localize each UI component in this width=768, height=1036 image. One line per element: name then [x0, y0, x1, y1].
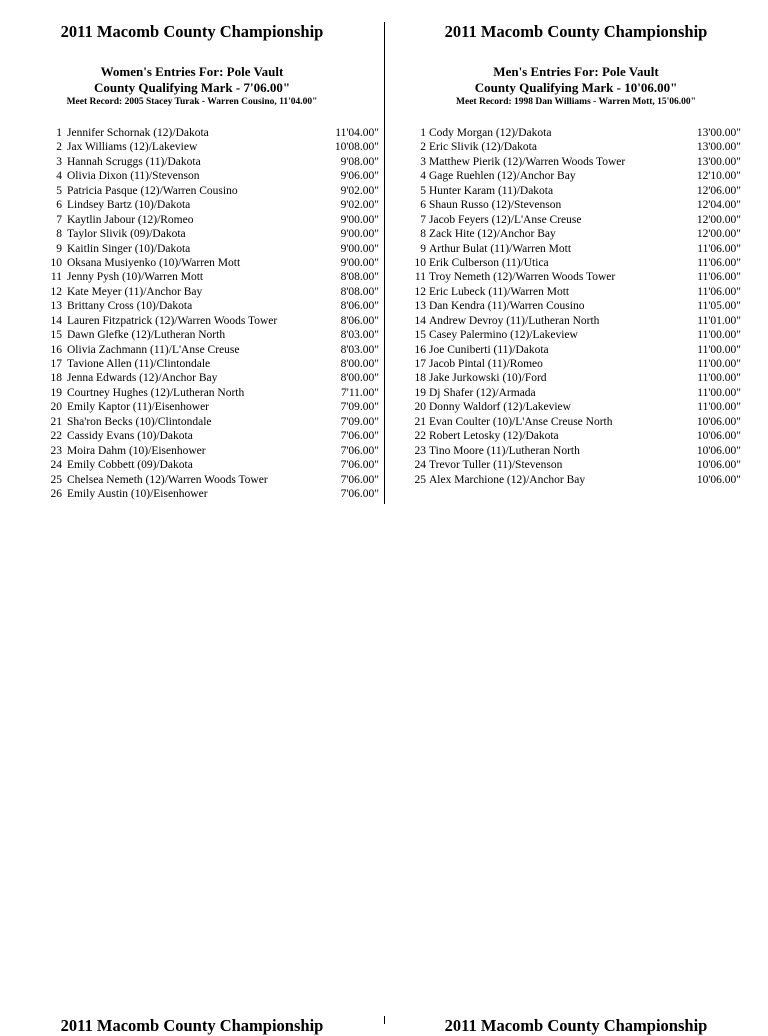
- entry-number: 18: [414, 372, 426, 385]
- entry-number: 11: [50, 271, 62, 284]
- athlete-name: Jake Jurkowski (10)/Ford: [429, 372, 547, 385]
- athlete-name: Erik Culberson (11)/Utica: [429, 256, 549, 269]
- entry-row: [384, 140, 768, 154]
- entry-number: 8: [56, 228, 62, 241]
- entry-mark: 7'09.00": [340, 401, 379, 414]
- entry-row: [384, 299, 768, 313]
- entry-row: [384, 213, 768, 227]
- entry-number: 14: [414, 314, 426, 327]
- athlete-name: Emily Cobbett (09)/Dakota: [67, 459, 193, 472]
- meet-record: Meet Record: 1998 Dan Williams - Warren Mott, 15'06.00": [456, 97, 696, 107]
- entry-row: [0, 242, 384, 256]
- entry-mark: 10'06.00": [696, 415, 741, 428]
- entries-heading: Men's Entries For: Pole Vault: [493, 64, 659, 79]
- entry-number: 8: [420, 228, 426, 241]
- athlete-name: Jenny Pysh (10)/Warren Mott: [67, 271, 204, 284]
- athlete-name: Dawn Glefke (12)/Lutheran North: [67, 329, 226, 342]
- entry-mark: 11'00.00": [697, 401, 741, 414]
- entry-mark: 8'00.00": [340, 372, 379, 385]
- entry-mark: 12'00.00": [696, 213, 741, 226]
- athlete-name: Jenna Edwards (12)/Anchor Bay: [67, 372, 218, 385]
- athlete-name: Gage Ruehlen (12)/Anchor Bay: [429, 170, 576, 183]
- entry-row: [0, 343, 384, 357]
- athlete-name: Hannah Scruggs (11)/Dakota: [67, 155, 201, 168]
- athlete-name: Casey Palermino (12)/Lakeview: [429, 329, 578, 342]
- athlete-name: Trevor Tuller (11)/Stevenson: [429, 459, 563, 472]
- entry-mark: 7'09.00": [340, 415, 379, 428]
- entry-row: [0, 386, 384, 400]
- entry-mark: 11'06.00": [697, 242, 741, 255]
- entry-mark: 13'00.00": [696, 141, 741, 154]
- entry-mark: 11'00.00": [697, 372, 741, 385]
- entry-mark: 11'00.00": [697, 386, 741, 399]
- entry-row: [0, 256, 384, 270]
- entry-mark: 10'06.00": [696, 444, 741, 457]
- entry-row: [0, 270, 384, 284]
- entry-number: 9: [420, 242, 426, 255]
- entry-row: [384, 415, 768, 429]
- entry-mark: 11'01.00": [697, 314, 741, 327]
- athlete-name: Kaitlin Singer (10)/Dakota: [67, 242, 191, 255]
- athlete-name: Taylor Slivik (09)/Dakota: [67, 228, 186, 241]
- entry-mark: 8'03.00": [340, 343, 379, 356]
- entry-mark: 8'08.00": [340, 271, 379, 284]
- entry-row: [0, 400, 384, 414]
- entry-row: [384, 126, 768, 140]
- entry-mark: 13'00.00": [696, 127, 741, 139]
- page-title: 2011 Macomb County Championship: [444, 22, 708, 41]
- entry-row: [0, 169, 384, 183]
- entry-row: [384, 270, 768, 284]
- entry-row: [384, 169, 768, 183]
- entry-mark: 9'02.00": [340, 184, 379, 197]
- entry-number: 2: [56, 141, 62, 154]
- athlete-name: Lauren Fitzpatrick (12)/Warren Woods Tower: [67, 314, 278, 327]
- entry-row: [0, 314, 384, 328]
- athlete-name: Andrew Devroy (11)/Lutheran North: [429, 314, 600, 327]
- entry-row: [384, 343, 768, 357]
- entry-number: 24: [414, 459, 426, 472]
- meet-record: Meet Record: 2005 Stacey Turak - Warren Cousino, 11'04.00": [66, 97, 318, 107]
- entry-number: 4: [56, 170, 62, 183]
- entry-row: [384, 198, 768, 212]
- entry-row: [0, 155, 384, 169]
- entry-row: [0, 444, 384, 458]
- entry-number: 7: [56, 213, 62, 226]
- athlete-name: Kate Meyer (11)/Anchor Bay: [67, 285, 203, 298]
- next-page-title: 2011 Macomb County Championship: [60, 1016, 324, 1035]
- athlete-name: Arthur Bulat (11)/Warren Mott: [429, 242, 572, 255]
- entry-number: 23: [414, 444, 426, 457]
- athlete-name: Olivia Dixon (11)/Stevenson: [67, 170, 200, 183]
- entry-row: [384, 184, 768, 198]
- entry-number: 24: [50, 459, 62, 472]
- entry-mark: 11'00.00": [697, 329, 741, 342]
- entry-mark: 8'06.00": [340, 314, 379, 327]
- entry-row: [0, 299, 384, 313]
- qualifying-mark: County Qualifying Mark - 10'06.00": [474, 80, 678, 95]
- page-title: 2011 Macomb County Championship: [60, 22, 324, 41]
- entry-row: [384, 400, 768, 414]
- entry-number: 20: [50, 401, 62, 414]
- entry-number: 12: [414, 285, 426, 298]
- entry-number: 13: [50, 300, 62, 313]
- next-page-title: 2011 Macomb County Championship: [444, 1016, 708, 1035]
- entry-number: 16: [50, 343, 62, 356]
- athlete-name: Lindsey Bartz (10)/Dakota: [67, 199, 191, 212]
- entry-row: [0, 487, 384, 501]
- entry-number: 22: [414, 430, 426, 443]
- entry-row: [384, 386, 768, 400]
- entry-mark: 11'04.00": [335, 127, 379, 139]
- entry-number: 12: [50, 285, 62, 298]
- entry-number: 13: [414, 300, 426, 313]
- entry-mark: 12'10.00": [696, 170, 741, 183]
- entry-row: [384, 328, 768, 342]
- entry-mark: 13'00.00": [696, 155, 741, 168]
- entry-number: 25: [50, 473, 62, 486]
- entry-number: 17: [50, 358, 62, 370]
- entry-mark: 8'08.00": [340, 285, 379, 298]
- athlete-name: Oksana Musiyenko (10)/Warren Mott: [67, 256, 241, 269]
- entry-mark: 8'03.00": [340, 329, 379, 342]
- entry-mark: 11'06.00": [697, 256, 741, 269]
- entry-number: 4: [420, 170, 426, 183]
- athlete-name: Patricia Pasque (12)/Warren Cousino: [67, 184, 238, 197]
- athlete-name: Shaun Russo (12)/Stevenson: [429, 199, 562, 212]
- entry-row: [384, 285, 768, 299]
- entry-row: [384, 242, 768, 256]
- entry-row: [384, 227, 768, 241]
- entry-mark: 10'06.00": [696, 473, 741, 486]
- entry-mark: 9'08.00": [340, 155, 379, 168]
- entry-mark: 7'06.00": [340, 487, 379, 500]
- athlete-name: Robert Letosky (12)/Dakota: [429, 430, 559, 443]
- athlete-name: Tavione Allen (11)/Clintondale: [67, 358, 211, 370]
- entry-mark: 7'06.00": [340, 444, 379, 457]
- entry-number: 26: [50, 487, 62, 500]
- entry-number: 25: [414, 473, 426, 486]
- athlete-name: Jacob Feyers (12)/L'Anse Creuse: [429, 213, 582, 226]
- entry-mark: 10'08.00": [334, 141, 379, 154]
- entry-number: 21: [50, 415, 62, 428]
- entry-number: 19: [50, 386, 62, 399]
- entry-mark: 11'05.00": [697, 300, 741, 313]
- entry-row: [0, 328, 384, 342]
- entry-row: [0, 227, 384, 241]
- entry-row: [0, 184, 384, 198]
- entry-mark: 11'06.00": [697, 285, 741, 298]
- entry-row: [384, 314, 768, 328]
- entry-mark: 9'00.00": [340, 213, 379, 226]
- athlete-name: Joe Cuniberti (11)/Dakota: [429, 343, 549, 356]
- entry-mark: 12'00.00": [696, 228, 741, 241]
- entry-row: [0, 429, 384, 443]
- athlete-name: Cody Morgan (12)/Dakota: [429, 127, 552, 139]
- entry-mark: 10'06.00": [696, 459, 741, 472]
- entry-mark: 7'06.00": [340, 459, 379, 472]
- entry-number: 5: [56, 184, 62, 197]
- entry-mark: 12'06.00": [696, 184, 741, 197]
- entry-row: [384, 473, 768, 487]
- athlete-name: Hunter Karam (11)/Dakota: [429, 184, 554, 197]
- entry-mark: 9'06.00": [340, 170, 379, 183]
- entry-row: [0, 198, 384, 212]
- athlete-name: Brittany Cross (10)/Dakota: [67, 300, 193, 313]
- athlete-name: Donny Waldorf (12)/Lakeview: [429, 401, 571, 414]
- entry-row: [0, 458, 384, 472]
- entry-row: [0, 473, 384, 487]
- entry-row: [0, 140, 384, 154]
- athlete-name: Eric Lubeck (11)/Warren Mott: [429, 285, 570, 298]
- entry-number: 10: [414, 256, 426, 269]
- entry-number: 6: [56, 199, 62, 212]
- entry-number: 21: [414, 415, 426, 428]
- entry-number: 19: [414, 386, 426, 399]
- qualifying-mark: County Qualifying Mark - 7'06.00": [93, 80, 291, 95]
- entry-mark: 8'00.00": [340, 358, 379, 370]
- entry-number: 3: [56, 155, 62, 168]
- athlete-name: Jennifer Schornak (12)/Dakota: [67, 127, 209, 139]
- entry-number: 18: [50, 372, 62, 385]
- athlete-name: Dj Shafer (12)/Armada: [429, 386, 536, 399]
- entry-number: 10: [50, 256, 62, 269]
- entry-mark: 8'06.00": [340, 300, 379, 313]
- entries-heading: Women's Entries For: Pole Vault: [100, 64, 284, 79]
- athlete-name: Moira Dahm (10)/Eisenhower: [67, 444, 206, 457]
- entry-number: 20: [414, 401, 426, 414]
- athlete-name: Emily Austin (10)/Eisenhower: [67, 487, 208, 500]
- athlete-name: Cassidy Evans (10)/Dakota: [67, 430, 193, 443]
- athlete-name: Evan Coulter (10)/L'Anse Creuse North: [429, 415, 613, 428]
- athlete-name: Courtney Hughes (12)/Lutheran North: [67, 386, 245, 399]
- entry-number: 14: [50, 314, 62, 327]
- entry-number: 23: [50, 444, 62, 457]
- athlete-name: Tino Moore (11)/Lutheran North: [429, 444, 580, 457]
- athlete-name: Olivia Zachmann (11)/L'Anse Creuse: [67, 343, 240, 356]
- entry-mark: 10'06.00": [696, 430, 741, 443]
- entry-row: [0, 285, 384, 299]
- entry-number: 1: [420, 127, 426, 139]
- entries-list: [0, 126, 384, 501]
- entry-number: 5: [420, 184, 426, 197]
- entry-number: 11: [414, 271, 426, 284]
- athlete-name: Zack Hite (12)/Anchor Bay: [429, 228, 556, 241]
- entry-row: [0, 126, 384, 140]
- entry-row: [0, 415, 384, 429]
- entry-row: [384, 458, 768, 472]
- athlete-name: Troy Nemeth (12)/Warren Woods Tower: [429, 271, 616, 284]
- entry-mark: 9'00.00": [340, 256, 379, 269]
- entry-mark: 7'06.00": [340, 430, 379, 443]
- entry-number: 1: [56, 127, 62, 139]
- entry-number: 17: [414, 358, 426, 370]
- athlete-name: Dan Kendra (11)/Warren Cousino: [429, 300, 585, 313]
- entry-mark: 7'06.00": [340, 473, 379, 486]
- entry-number: 15: [414, 329, 426, 342]
- athlete-name: Eric Slivik (12)/Dakota: [429, 141, 537, 154]
- entry-mark: 9'00.00": [340, 228, 379, 241]
- entry-mark: 9'02.00": [340, 199, 379, 212]
- entry-number: 16: [414, 343, 426, 356]
- entries-list: [384, 126, 768, 487]
- entry-row: [384, 155, 768, 169]
- athlete-name: Chelsea Nemeth (12)/Warren Woods Tower: [67, 473, 268, 486]
- entry-row: [0, 357, 384, 371]
- entry-number: 22: [50, 430, 62, 443]
- entry-mark: 12'04.00": [696, 199, 741, 212]
- athlete-name: Jax Williams (12)/Lakeview: [67, 141, 198, 154]
- entry-number: 15: [50, 329, 62, 342]
- entry-row: [384, 444, 768, 458]
- entry-row: [384, 256, 768, 270]
- entry-number: 3: [420, 155, 426, 168]
- entry-row: [0, 371, 384, 385]
- entry-number: 2: [420, 141, 426, 154]
- entry-row: [0, 213, 384, 227]
- athlete-name: Sha'ron Becks (10)/Clintondale: [67, 415, 212, 428]
- entry-mark: 11'06.00": [697, 271, 741, 284]
- entry-row: [384, 371, 768, 385]
- athlete-name: Emily Kaptor (11)/Eisenhower: [67, 401, 210, 414]
- entry-number: 6: [420, 199, 426, 212]
- entry-number: 7: [420, 213, 426, 226]
- entry-mark: 9'00.00": [340, 242, 379, 255]
- athlete-name: Alex Marchione (12)/Anchor Bay: [429, 473, 586, 486]
- entry-mark: 7'11.00": [341, 386, 379, 399]
- athlete-name: Matthew Pierik (12)/Warren Woods Tower: [429, 155, 626, 168]
- entry-mark: 11'00.00": [697, 358, 741, 370]
- entry-number: 9: [56, 242, 62, 255]
- entry-mark: 11'00.00": [697, 343, 741, 356]
- entry-row: [384, 429, 768, 443]
- athlete-name: Kaytlin Jabour (12)/Romeo: [67, 213, 194, 226]
- entry-row: [384, 357, 768, 371]
- athlete-name: Jacob Pintal (11)/Romeo: [429, 358, 543, 370]
